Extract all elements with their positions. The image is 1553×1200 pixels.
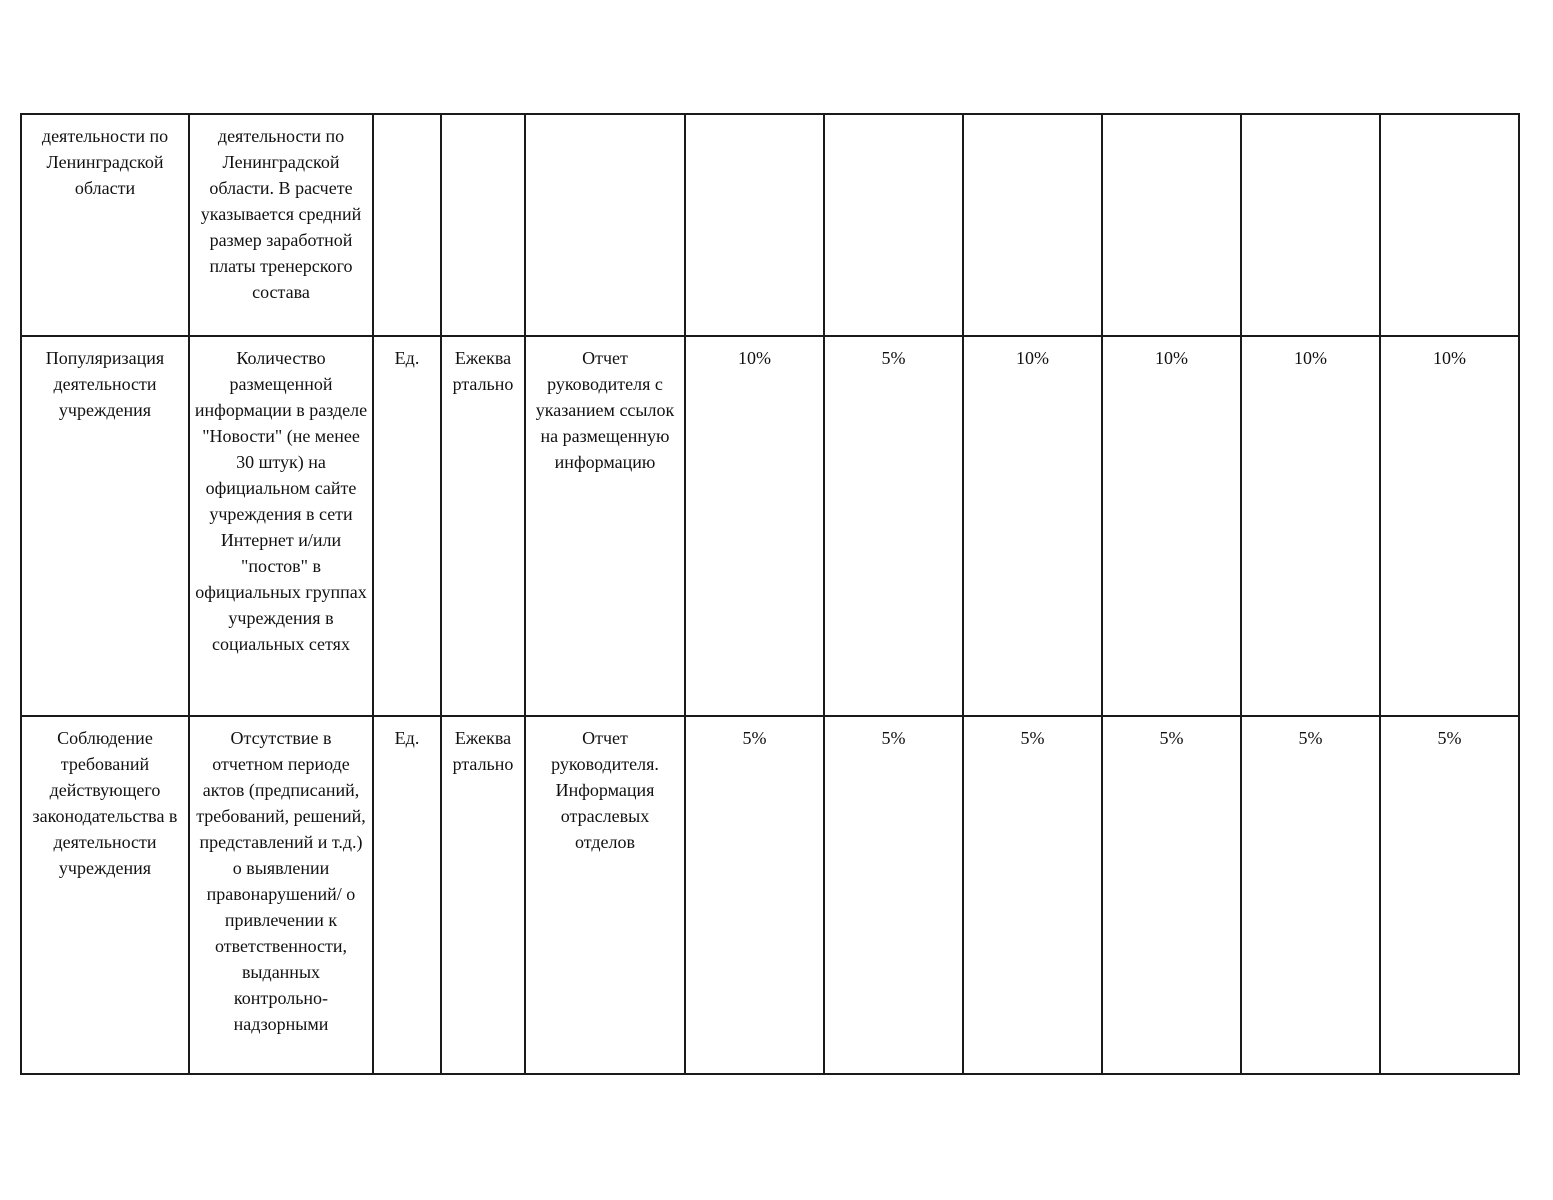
periodicity-cell: Ежеква ртально — [441, 716, 525, 1074]
value-cell: 5% — [824, 716, 963, 1074]
value-cell — [824, 114, 963, 336]
value-cell: 5% — [963, 716, 1102, 1074]
criterion-cell — [189, 114, 373, 336]
criterion-text: Отсутствие в отчетном периоде актов (предписаний, требований, решений, представлений и т.д.) о выявлении правонарушений/ о привлечении к ответственности, выданных контрольно-надзорными — [196, 728, 366, 1034]
value-cell: 10% — [1380, 336, 1519, 716]
value-cell — [1241, 114, 1380, 336]
criterion-text: деятельности по Ленинградской области. В расчете указывается средний размер заработной платы тренерского состава — [200, 126, 362, 302]
value-cell: 5% — [824, 336, 963, 716]
value-cell — [685, 114, 824, 336]
value-cell — [963, 114, 1102, 336]
periodicity-cell — [441, 114, 525, 336]
indicator-cell — [21, 716, 189, 1074]
value-cell: 10% — [963, 336, 1102, 716]
criterion-cell — [189, 716, 373, 1074]
unit-cell — [373, 114, 441, 336]
value-cell: 5% — [1380, 716, 1519, 1074]
value-cell: 10% — [1102, 336, 1241, 716]
value-cell — [1380, 114, 1519, 336]
indicator-text: Соблюдение требований действующего законодательства в деятельности учреждения — [32, 728, 178, 878]
value-cell — [1102, 114, 1241, 336]
periodicity-cell: Ежеква ртально — [441, 336, 525, 716]
criterion-text: Количество размещенной информации в разделе "Новости" (не менее 30 штук) на официальном сайте учреждения в сети Интернет и/или "постов" в официальных группах учреждения в социальных сетях — [194, 348, 368, 654]
indicator-text: деятельности по Ленинградской области — [41, 126, 169, 198]
table-row — [21, 114, 1519, 336]
value-cell: 5% — [1102, 716, 1241, 1074]
indicator-text: Популяризация деятельности учреждения — [45, 348, 165, 420]
criterion-cell — [189, 336, 373, 716]
table-row — [21, 336, 1519, 716]
indicator-cell — [21, 114, 189, 336]
unit-cell: Ед. — [373, 336, 441, 716]
source-cell — [525, 114, 685, 336]
value-cell: 5% — [1241, 716, 1380, 1074]
value-cell: 10% — [685, 336, 824, 716]
source-cell: Отчет руководителя с указанием ссылок на размещенную информацию — [525, 336, 685, 716]
criteria-table — [20, 113, 1520, 1075]
unit-cell: Ед. — [373, 716, 441, 1074]
indicator-cell — [21, 336, 189, 716]
value-cell: 5% — [685, 716, 824, 1074]
value-cell: 10% — [1241, 336, 1380, 716]
source-cell: Отчет руководителя. Информация отраслевых отделов — [525, 716, 685, 1074]
table-row — [21, 716, 1519, 1074]
